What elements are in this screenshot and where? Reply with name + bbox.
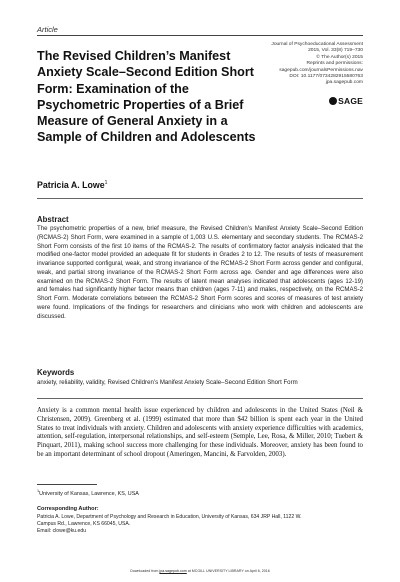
article-type-label: Article xyxy=(37,25,58,34)
abstract-heading: Abstract xyxy=(37,215,69,224)
download-notice xyxy=(0,569,400,573)
corresponding-author-heading: Corresponding Author: xyxy=(37,506,99,512)
footnote-affiliation xyxy=(37,489,139,497)
download-prefix: Downloaded from xyxy=(130,569,159,573)
abstract-text: The psychometric properties of a new, brief measure, the Revised Children’s Manifest Anxiety Scale–Second Edition (RCMAS-2) Short Form, were examined in a sample of 1,003 U.S. elementary and secondary students. The RCMAS-2 Short Form consists of the first 10 items of the RCMAS-2. The results of confirmatory factor analysis indicated that the modified one-factor model provided an adequate fit for students in Grades 2 to 12. The results of tests of measurement invariance supported configural, weak, and strong invariance of the RCMAS-2 Short Form across gender and configural, weak, and partial strong invariance of the RCMAS-2 Short Form across age. Gender and age differences were also examined on the RCMAS-2 Short Form. The results of latent mean analyses indicated that adolescents (ages 12-19) and females had significantly higher factor means than children (ages 7-11) and males, respectively, on the RCMAS-2 Short Form. Moderate correlations between the RCMAS-2 Short Form scores and scores of measures of test anxiety were found. Implications of the findings for researchers and clinicians who work with children and adolescents are discussed. xyxy=(37,225,363,320)
publisher-logo-text: SAGE xyxy=(338,96,363,106)
corresponding-address-line-1: Patricia A. Lowe, Department of Psychology and Research in Education, University of Kansas, 634 JRP Hall, 1122 W. xyxy=(37,514,302,520)
copyright-notice: © The Author(s) 2015 xyxy=(316,54,363,60)
journal-volume: 2015, Vol. 33(8) 719–730 xyxy=(308,48,363,54)
abstract-bottom-divider xyxy=(37,398,363,399)
corresponding-author-details xyxy=(37,514,363,536)
keywords-heading: Keywords xyxy=(37,368,75,377)
body-paragraph: Anxiety is a common mental health issue experienced by children and adolescents in the United States (Neil & Christensen, 2009). Greenberg et al. (1999) estimated that more than $42 billion is spent each year in the United States to treat individuals with anxiety. Children and adolescents with anxiety experience difficulties with academics, attention, self-regulation, interpersonal relationships, and self-esteem (Semple, Lee, Rosa, & Miller, 2010; Tuebert & Pinquart, 2011), making school success more challenging for these individuals. Moreover, anxiety has been found to be an important determinant of school dropout (Ameringen, Mancini, & Farvolden, 2003). xyxy=(37,407,363,458)
corresponding-address-line-2: Campus Rd., Lawrence, KS 66045, USA. xyxy=(37,521,131,528)
abstract-top-divider xyxy=(37,198,363,199)
download-suffix: at MCGILL UNIVERSITY LIBRARY on April 6, 2016 xyxy=(187,569,270,573)
author-byline xyxy=(37,180,107,190)
top-divider xyxy=(37,35,363,36)
keywords-text: anxiety, reliability, validity, Revised Children’s Manifest Anxiety Scale–Second Edition Short Form xyxy=(37,379,298,386)
sage-logo-icon xyxy=(329,97,337,105)
doi-link[interactable]: DOI: 10.1177/0734282915580763 xyxy=(289,74,363,80)
journal-metadata xyxy=(243,42,363,87)
journal-website-link[interactable]: jpa.sagepub.com xyxy=(325,80,363,86)
footnote-divider xyxy=(37,484,97,485)
reprints-label: Reprints and permissions: xyxy=(306,61,363,67)
footnote-marker: 1 xyxy=(37,489,40,493)
author-affiliation-marker: 1 xyxy=(104,180,108,187)
article-title: The Revised Children’s Manifest Anxiety Scale–Second Edition Short Form: Examination of the Psychometric Properties of a Brief Measure of General Anxiety in a Sample of Children and Adolescents xyxy=(37,49,256,145)
permissions-link[interactable]: sagepub.com/journalsPermissions.nav xyxy=(279,67,363,73)
download-source-link[interactable]: jpa.sagepub.com xyxy=(159,569,187,573)
author-name: Patricia A. Lowe xyxy=(37,180,105,190)
footnote-affiliation-text: University of Kansas, Lawrence, KS, USA xyxy=(39,490,139,497)
publisher-logo xyxy=(329,96,363,106)
journal-name: Journal of Psychoeducational Assessment xyxy=(271,42,363,47)
corresponding-email[interactable]: Email: clowe@ku.edu xyxy=(37,528,87,535)
